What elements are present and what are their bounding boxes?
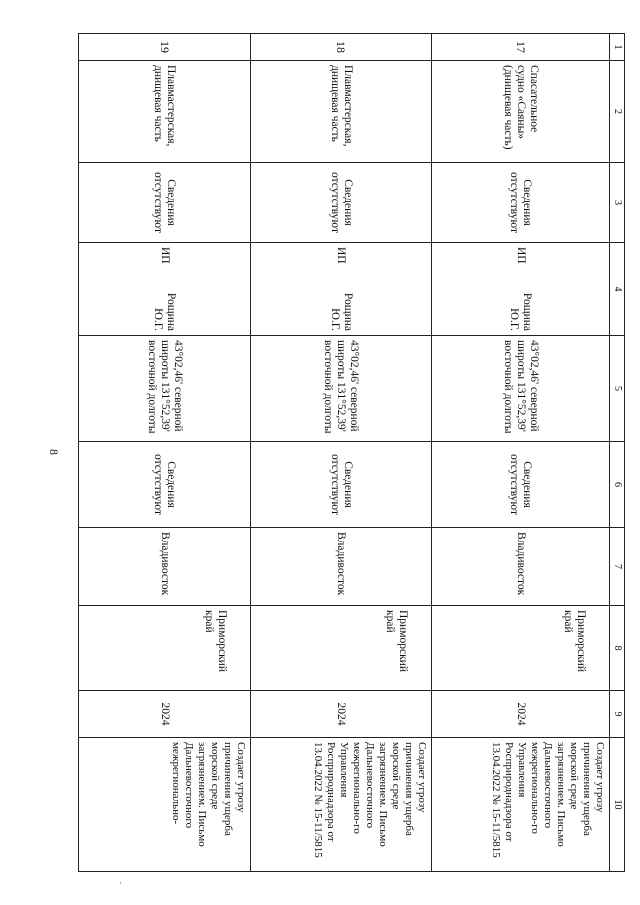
owner-name: Рощина Ю.Г. — [508, 292, 534, 331]
col-header-10: 10 — [610, 738, 625, 872]
col-header-1: 1 — [610, 34, 625, 61]
reason: Создает угрозу причинения ущерба морской среде загрязнением. Письмо Дальневосточного межрегионально-го Управления Росприроднадзора от 13.04.2022 № 15-11/5815 — [432, 738, 610, 872]
reason: Создает угрозу причинения ущерба морской среде загрязнением. Письмо Дальневосточного межрегионально-го Управления Росприроднадзора от 13.04.2022 № 15-11/5815 — [251, 738, 432, 872]
owner-name: Рощина Ю.Г. — [329, 292, 354, 331]
row-number: 19 — [79, 34, 251, 61]
table-row — [251, 34, 432, 872]
rotated-table-wrapper — [80, 33, 625, 871]
city: Владивосток — [251, 528, 432, 606]
col-header-8: 8 — [610, 606, 625, 691]
owner-type: ИП — [159, 247, 171, 264]
object-info: Сведения отсутствуют — [432, 163, 610, 243]
city: Владивосток — [432, 528, 610, 606]
column-number-row — [610, 34, 625, 872]
owner-name: Рощина Ю.Г. — [152, 292, 178, 331]
object-name: Плавмастерская, днищевая часть — [79, 61, 251, 163]
col-header-5: 5 — [610, 336, 625, 442]
object-details: Сведения отсутствуют — [251, 442, 432, 528]
region: Приморский край — [251, 606, 432, 691]
col-header-2: 2 — [610, 61, 625, 163]
year: 2024 — [251, 691, 432, 738]
region: Приморский край — [432, 606, 610, 691]
page-number: 8 — [47, 449, 61, 455]
registry-table — [78, 33, 625, 872]
col-header-4: 4 — [610, 243, 625, 336]
table-row — [79, 34, 251, 872]
reason: Создает угрозу причинения ущерба морской среде загрязнением. Письмо Дальневосточного межрегионально- — [79, 738, 251, 872]
object-name: Спасательное судно «Саяны» (днищевая часть) — [432, 61, 610, 163]
object-name: Плавмастерская, днищевая часть — [251, 61, 432, 163]
col-header-7: 7 — [610, 528, 625, 606]
object-details: Сведения отсутствуют — [79, 442, 251, 528]
scan-mark: · — [119, 878, 122, 888]
year: 2024 — [79, 691, 251, 738]
year: 2024 — [432, 691, 610, 738]
coordinates: 43°02,46' северной широты 131°52,39' восточной долготы — [251, 336, 432, 442]
table-row — [432, 34, 610, 872]
col-header-9: 9 — [610, 691, 625, 738]
owner-type: ИП — [515, 247, 527, 264]
region: Приморский край — [79, 606, 251, 691]
col-header-3: 3 — [610, 163, 625, 243]
owner-cell — [79, 243, 251, 336]
city: Владивосток — [79, 528, 251, 606]
owner-type: ИП — [335, 247, 348, 264]
coordinates: 43°02,46' северной широты 131°52,39' восточной долготы — [432, 336, 610, 442]
owner-cell — [432, 243, 610, 336]
object-info: Сведения отсутствуют — [79, 163, 251, 243]
owner-cell — [251, 243, 432, 336]
object-details: Сведения отсутствуют — [432, 442, 610, 528]
row-number: 17 — [432, 34, 610, 61]
row-number: 18 — [251, 34, 432, 61]
coordinates: 43°02,46' северной широты 131°52,39' восточной долготы — [79, 336, 251, 442]
col-header-6: 6 — [610, 442, 625, 528]
object-info: Сведения отсутствуют — [251, 163, 432, 243]
